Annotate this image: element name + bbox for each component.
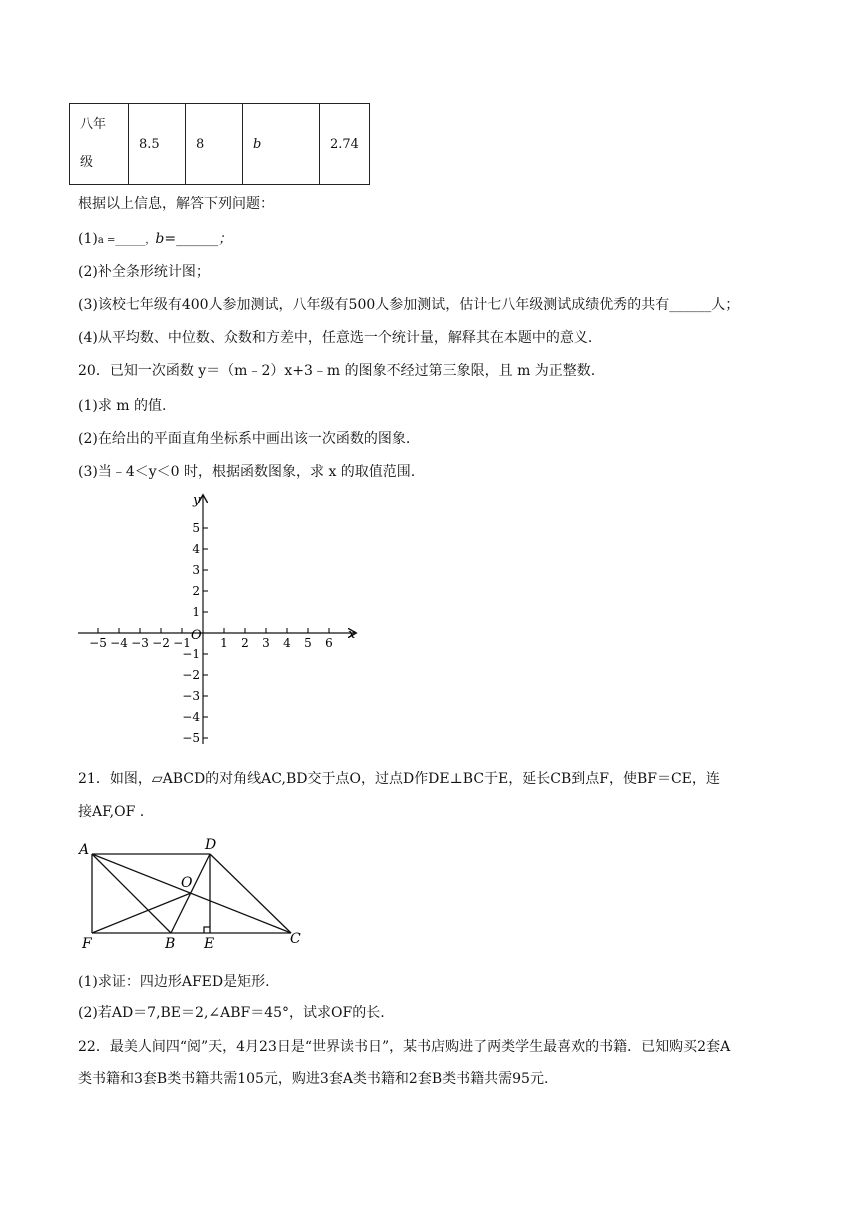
x-tick-label: 3 [262, 636, 270, 650]
table-cell-grade: 八年级 [70, 104, 129, 185]
segment-of [92, 893, 191, 933]
y-tick-label: −5 [182, 731, 200, 745]
coordinate-plane [70, 488, 370, 750]
y-tick-label: 2 [192, 584, 200, 598]
intro-text: 根据以上信息，解答下列问题： [78, 196, 274, 212]
label-o: O [181, 875, 193, 891]
x-tick-label: 6 [325, 636, 333, 650]
y-tick-label: −2 [182, 668, 200, 682]
segment-ab [92, 854, 171, 933]
y-tick-label: 5 [192, 521, 200, 535]
table-cell-mode: b [243, 104, 320, 185]
x-tick-label: −1 [173, 636, 191, 650]
y-tick-label: 3 [192, 563, 200, 577]
q19-part1-num: (1) [78, 231, 98, 247]
x-tick-label: 1 [220, 636, 228, 650]
q19-part2: (2)补全条形统计图； [78, 264, 210, 280]
q20-part3: (3)当﹣4＜y＜0 时，根据函数图象，求 x 的取值范围. [78, 464, 416, 480]
x-ticks [89, 628, 333, 650]
q19-part1-a: a =______， [97, 235, 156, 246]
table-cell-variance: 2.74 [320, 104, 370, 185]
x-axis-label: x [348, 627, 356, 642]
y-tick-label: −1 [182, 647, 200, 661]
x-tick-label: 2 [241, 636, 249, 650]
y-tick-label: −3 [182, 689, 200, 703]
label-e: E [204, 936, 215, 952]
q22-line-1: 22．最美人间四“阅”天，4月23日是“世界读书日”，某书店购进了两类学生最喜欢的书籍．已知购买2套A [78, 1039, 731, 1055]
label-d: D [205, 837, 217, 853]
origin-label: O [191, 628, 202, 643]
label-b: B [165, 936, 176, 952]
q20-part1: (1)求 m 的值. [78, 398, 167, 414]
x-tick-label: −2 [152, 636, 170, 650]
label-a: A [79, 842, 90, 858]
q21-part1: (1)求证：四边形AFED是矩形. [78, 974, 270, 990]
x-tick-label: −4 [110, 636, 128, 650]
q20-part2: (2)在给出的平面直角坐标系中画出该一次函数的图象. [78, 431, 411, 447]
right-angle-mark [204, 927, 210, 933]
segment-dc [210, 854, 291, 933]
table-row [70, 104, 370, 185]
label-c: C [290, 931, 301, 947]
x-tick-label: −5 [89, 636, 107, 650]
q21-stem-2: 接AF,OF . [78, 804, 145, 820]
q19-part1-b: b=______； [155, 231, 233, 247]
y-tick-label: 1 [192, 605, 200, 619]
table-cell-mean: 8.5 [129, 104, 186, 185]
y-axis-label: y [193, 493, 201, 508]
q21-stem-1: 21．如图，▱ABCD的对角线AC,BD交于点O，过点D作DE⊥BC于E，延长CB到点F，使BF＝CE，连 [78, 771, 720, 787]
x-tick-label: 4 [283, 636, 291, 650]
q21-part2: (2)若AD＝7,BE＝2,∠ABF＝45°，试求OF的长. [78, 1005, 385, 1021]
x-tick-label: 5 [304, 636, 312, 650]
q20-stem: 20．已知一次函数 y＝（m﹣2）x+3﹣m 的图象不经过第三象限，且 m 为正整数. [78, 363, 596, 379]
y-tick-label: −4 [182, 710, 200, 724]
y-tick-label: 4 [192, 542, 200, 556]
parallelogram-figure [70, 832, 320, 956]
q19-part1 [78, 229, 232, 251]
table-cell-median: 8 [186, 104, 243, 185]
q19-part4: (4)从平均数、中位数、众数和方差中，任意选一个统计量，解释其在本题中的意义. [78, 330, 593, 346]
q22-line-2: 类书籍和3套B类书籍共需105元，购进3套A类书籍和2套B类书籍共需95元. [78, 1071, 549, 1087]
stats-table [69, 103, 370, 185]
label-f: F [82, 936, 92, 952]
x-tick-label: −3 [131, 636, 149, 650]
q19-part3: (3)该校七年级有400人参加测试，八年级有500人参加测试，估计七八年级测试成绩优秀的共有______人； [78, 297, 740, 313]
